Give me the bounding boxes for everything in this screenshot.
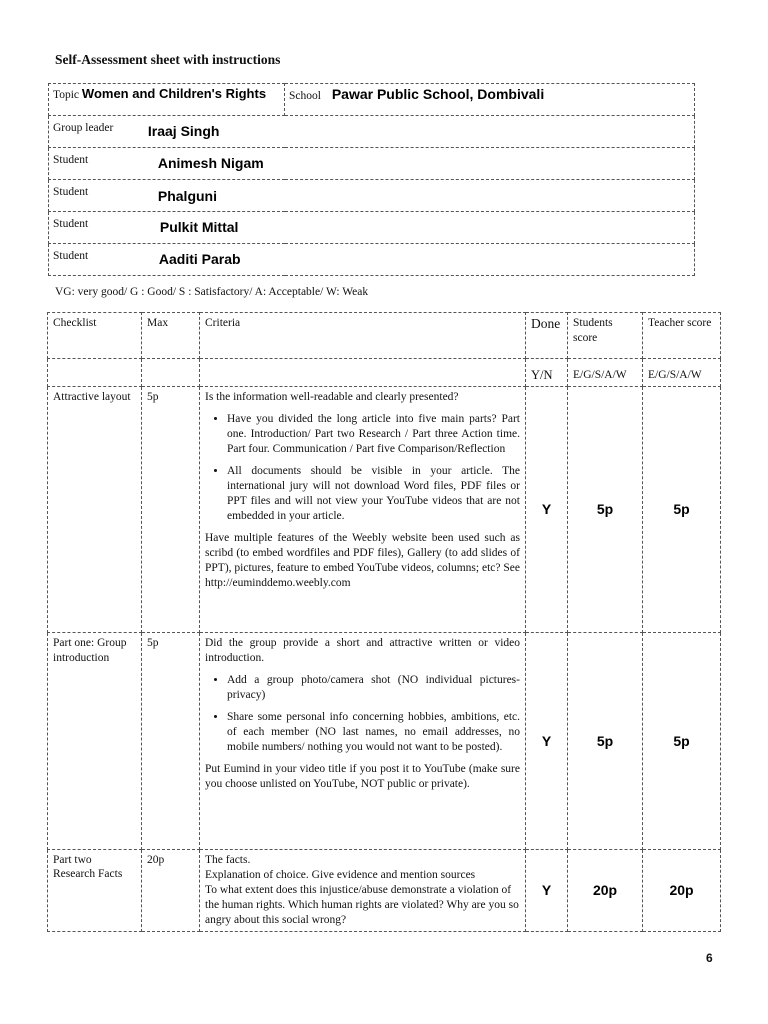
row-done: Y	[526, 387, 568, 633]
table-row	[48, 850, 721, 932]
member-name: Pulkit Mittal	[159, 219, 239, 235]
member-row	[49, 244, 695, 276]
subheader-teacher-score: E/G/S/A/W	[643, 359, 721, 387]
row-criteria	[200, 387, 526, 633]
row-students-score: 5p	[568, 387, 643, 633]
header-max: Max	[142, 313, 200, 359]
checklist-table	[47, 312, 721, 932]
member-row	[49, 116, 695, 148]
criteria-bullet: • Add a group photo/camera shot (NO individual pictures- privacy)	[227, 673, 520, 703]
member-label: Student	[53, 186, 89, 198]
criteria-outro: Have multiple features of the Weebly website been used such as scribd (to embed wordfiles and PDF files), Gallery (to add slides of PPT), pictures, feature to embed YouTube videos, columns; etc? See http://euminddemo.weebly.com	[205, 532, 520, 589]
row-checklist: Part two Research Facts	[48, 850, 142, 932]
member-name: Animesh Nigam	[157, 155, 264, 171]
topic-cell	[49, 84, 285, 116]
header-checklist: Checklist	[48, 313, 142, 359]
header-students-score: Students score	[568, 313, 643, 359]
row-teacher-score: 5p	[643, 633, 721, 850]
criteria-intro: Did the group provide a short and attractive written or video introduction.	[205, 637, 520, 664]
criteria-intro: Is the information well-readable and clearly presented?	[205, 391, 459, 403]
subheader-students-score: E/G/S/A/W	[568, 359, 643, 387]
subheader-row	[48, 359, 721, 387]
row-checklist: Attractive layout	[48, 387, 142, 633]
member-name: Aaditi Parab	[158, 251, 241, 267]
member-name: Phalguni	[157, 188, 217, 204]
topic-row	[49, 84, 695, 116]
row-criteria	[200, 633, 526, 850]
criteria-outro: Put Eumind in your video title if you post it to YouTube (make sure you choose unlisted on YouTube, NOT public or private).	[205, 763, 520, 790]
grading-legend: VG: very good/ G : Good/ S : Satisfactory/ A: Acceptable/ W: Weak	[55, 286, 369, 298]
page-title: Self-Assessment sheet with instructions	[55, 52, 281, 67]
criteria-bullet: • Have you divided the long article into five main parts? Part one. Introduction/ Part two Research / Part three Action time. Part four. Communication / Part five Comparison/Reflection	[227, 412, 520, 457]
row-max: 5p	[142, 633, 200, 850]
table-row	[48, 387, 721, 633]
criteria-bullets	[205, 412, 520, 524]
member-name: Iraaj Singh	[147, 123, 220, 139]
group-info-table	[48, 83, 695, 276]
row-teacher-score: 20p	[643, 850, 721, 932]
school-label: School	[289, 90, 321, 102]
row-teacher-score: 5p	[643, 387, 721, 633]
header-row	[48, 313, 721, 359]
row-criteria	[200, 850, 526, 932]
topic-value: Women and Children's Rights	[81, 86, 267, 101]
row-students-score: 5p	[568, 633, 643, 850]
school-value: Pawar Public School, Dombivali	[331, 86, 545, 102]
member-row	[49, 148, 695, 180]
page-number: 6	[706, 951, 713, 965]
member-label: Student	[53, 218, 89, 230]
topic-label: Topic	[53, 89, 80, 101]
school-cell	[285, 84, 695, 116]
criteria-line: To what extent does this injustice/abuse demonstrate a violation of the human rights. Which human rights are violated? Why are you so angry about this social wrong?	[205, 884, 519, 926]
criteria-bullets	[205, 673, 520, 755]
member-label: Student	[53, 250, 89, 262]
row-done: Y	[526, 850, 568, 932]
row-done: Y	[526, 633, 568, 850]
member-row	[49, 180, 695, 212]
row-max: 20p	[142, 850, 200, 932]
header-criteria: Criteria	[200, 313, 526, 359]
row-checklist: Part one: Group introduction	[48, 633, 142, 850]
row-max: 5p	[142, 387, 200, 633]
subheader-done: Y/N	[526, 359, 568, 387]
header-done: Done	[526, 313, 568, 359]
criteria-bullet: • Share some personal info concerning hobbies, ambitions, etc. of each member (NO last names, no email addresses, no mobile numbers/ nothing you would not want to be posted).	[227, 710, 520, 755]
header-teacher-score: Teacher score	[643, 313, 721, 359]
criteria-line: The facts.	[205, 854, 251, 866]
member-label: Student	[53, 154, 89, 166]
row-students-score: 20p	[568, 850, 643, 932]
member-label: Group leader	[53, 122, 114, 134]
table-row	[48, 633, 721, 850]
member-row	[49, 212, 695, 244]
criteria-line: Explanation of choice. Give evidence and mention sources	[205, 869, 476, 881]
criteria-bullet: • All documents should be visible in your article. The international jury will not download Word files, PDF files or PPT files and will not view your YouTube videos that are not embedded in your article.	[227, 464, 520, 524]
